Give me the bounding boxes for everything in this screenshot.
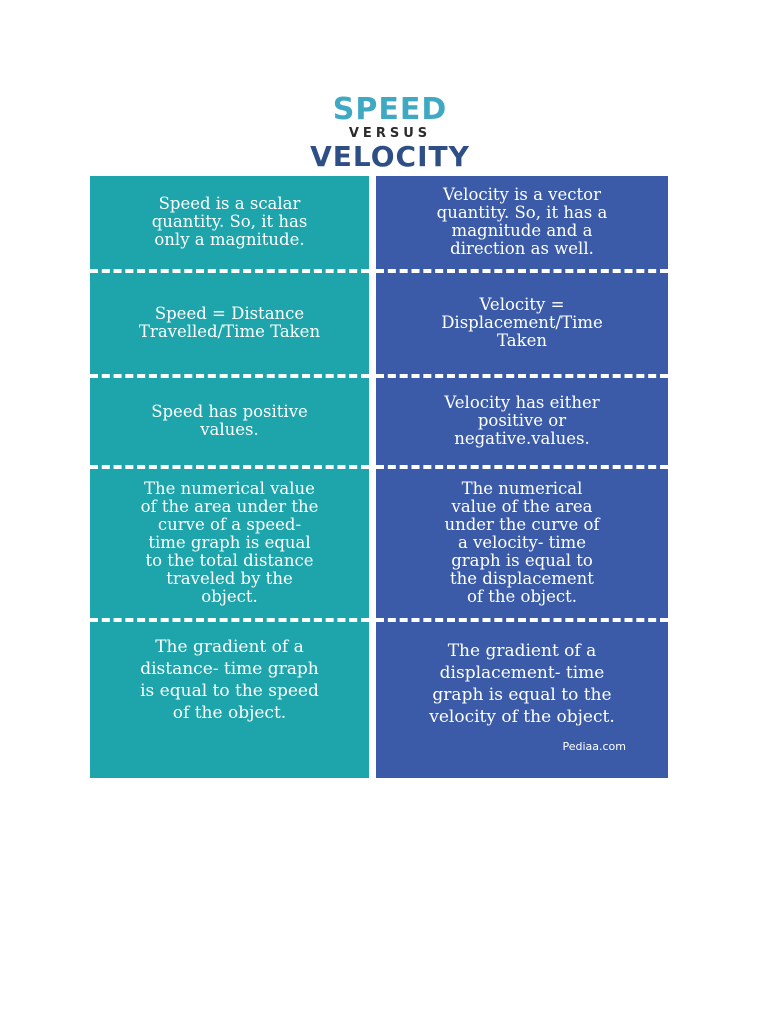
velocity-cell-gradient: The gradient of a displacement- time graph is equal to the velocity of the object.	[429, 641, 615, 727]
velocity-cell-formula: Velocity = Displacement/Time Taken	[441, 295, 603, 350]
source-credit: Pediaa.com	[562, 740, 626, 753]
title-velocity: VELOCITY	[310, 140, 470, 173]
speed-cell-area: The numerical value of the area under the curve of a speed- time graph is equal to the total distance traveled by the object.	[140, 479, 319, 606]
title-versus: VERSUS	[348, 126, 432, 141]
velocity-column	[376, 176, 668, 778]
speed-column	[90, 176, 369, 778]
title-speed: SPEED	[332, 92, 448, 127]
speed-cell-definition: Speed is a scalar quantity. So, it has only a magnitude.	[151, 194, 308, 249]
velocity-cell-area: The numerical value of the area under the curve of a velocity- time graph is equal to the displacement of the object.	[444, 479, 600, 606]
velocity-cell-definition: Velocity is a vector quantity. So, it has a magnitude and a direction as well.	[436, 185, 608, 258]
speed-cell-gradient: The gradient of a distance- time graph is equal to the speed of the object.	[140, 637, 319, 723]
velocity-cell-values: Velocity has either positive or negative.values.	[444, 393, 600, 448]
infographic-title	[250, 92, 530, 173]
speed-cell-values: Speed has positive values.	[151, 402, 308, 439]
speed-cell-formula: Speed = Distance Travelled/Time Taken	[138, 304, 321, 341]
